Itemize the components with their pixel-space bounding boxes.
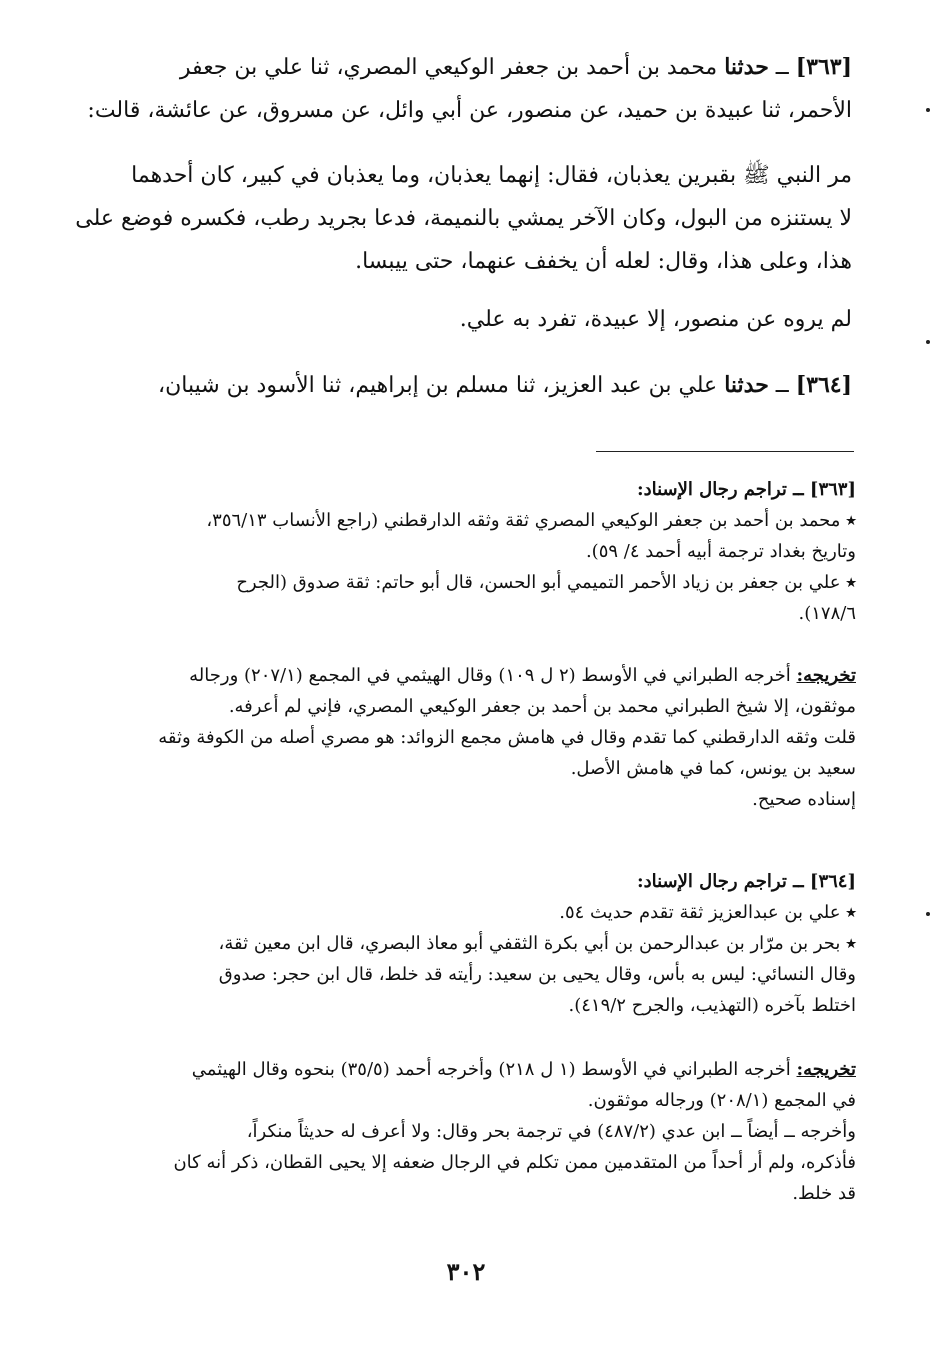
isnad-text: علي بن عبد العزيز، ثنا مسلم بن إبراهيم، ثنا الأسود بن شيبان،: [158, 373, 718, 398]
takhrij-text: أخرجه الطبراني في الأوسط (١ ل ٢١٨) وأخرجه أحمد (٣٥/٥) بنحوه وقال الهيثمي: [191, 1059, 791, 1080]
page-number: ٣٠٢: [446, 1257, 486, 1286]
notes-header: [٣٦٤] ــ تراجم رجال الإسناد:: [636, 871, 856, 892]
hadith-364: [52, 364, 852, 407]
isnad-text: محمد بن أحمد بن جعفر الوكيعي المصري، ثنا علي بن جعفر: [179, 55, 718, 80]
notes-364: [52, 866, 856, 1021]
takhrij-line: [52, 660, 856, 691]
verdict-line: إسناده صحيح.: [752, 789, 856, 810]
matn-line: هذا، وعلى هذا، وقال: لعله أن يخفف عنهما، حتى ييبسا.: [355, 249, 852, 274]
star-icon: ٭: [846, 510, 856, 531]
hadith-364-line1: [٣٦٤] ــ حدثنا علي بن عبد العزيز، ثنا مسلم بن إبراهيم، ثنا الأسود بن شيبان،: [158, 372, 852, 398]
footnote-divider: [596, 451, 854, 452]
narrator-entry: [52, 505, 856, 536]
takhrij-line: [52, 1054, 856, 1085]
hadith-363-matn: [52, 154, 852, 283]
narrator-text: بحر بن مرّار بن عبدالرحمن بن أبي بكرة الثقفي أبو معاذ البصري، قال ابن معين ثقة،: [218, 933, 841, 954]
narrator-text: علي بن جعفر بن زياد الأحمر التميمي أبو الحسن، قال أبو حاتم: ثقة صدوق (الجرح: [236, 572, 841, 593]
extra-line: فأذكره، ولم أر أحداً من المتقدمين ممن تكلم في الرجال ضعفه إلا يحيى القطان، ذكر أنه كان: [173, 1152, 856, 1173]
extra-line: وأخرجه ــ أيضاً ــ ابن عدي (٤٨٧/٢) في ترجمة بحر وقال: ولا أعرف له حديثاً منكراً،: [246, 1121, 856, 1142]
narrator-text: محمد بن أحمد بن جعفر الوكيعي المصري ثقة وثقه الدارقطني (راجع الأنساب ٣٥٦/١٣،: [206, 510, 841, 531]
narrator-entry: [52, 897, 856, 928]
takhrij-line: موثقون، إلا شيخ الطبراني محمد بن أحمد بن جعفر الوكيعي المصري، فإني لم أعرفه.: [228, 696, 856, 717]
hadith-number: [٣٦٣]: [795, 54, 852, 80]
narrator-entry-cont: ١٧٨/٦).: [798, 603, 856, 624]
matn-line: مر النبي ﷺ بقبرين يعذبان، فقال: إنهما يعذبان، وما يعذبان في كبير، كان أحدهما: [131, 163, 852, 188]
narrator-entry-cont: اختلط بآخره (التهذيب، والجرح ٤١٩/٢).: [568, 995, 856, 1016]
notes-363: [52, 474, 856, 629]
narrator-entry-cont: وتاريخ بغداد ترجمة أبيه أحمد ٤/ ٥٩).: [585, 541, 856, 562]
takhrij-line: في المجمع (٢٠٨/١) ورجاله موثقون.: [587, 1090, 856, 1111]
takhrij-label: تخريجه:: [796, 665, 856, 686]
narrator-entry: [52, 928, 856, 959]
matn-line: لا يستنزه من البول، وكان الآخر يمشي بالنميمة، فدعا بجريد رطب، فكسره فوضع على: [75, 206, 852, 231]
takhrij-label: تخريجه:: [796, 1059, 856, 1080]
scan-speck: [926, 912, 930, 916]
takhrij-364: [52, 1054, 856, 1209]
star-icon: ٭: [846, 902, 856, 923]
hadith-363-line1: [٣٦٣] ــ حدثنا محمد بن أحمد بن جعفر الوكيعي المصري، ثنا علي بن جعفر: [179, 54, 852, 80]
star-icon: ٭: [846, 933, 856, 954]
haddathana: حدثنا: [724, 372, 769, 398]
comment-line: سعيد بن يونس، كما في هامش الأصل.: [570, 758, 856, 779]
hadith-363-line2: الأحمر، ثنا عبيدة بن حميد، عن منصور، عن أبي وائل، عن مسروق، عن عائشة، قالت:: [87, 98, 852, 123]
narrator-text: علي بن عبدالعزيز ثقة تقدم حديث ٥٤.: [559, 902, 841, 923]
narrator-entry-cont: وقال النسائي: ليس به بأس، وقال يحيى بن سعيد: رأيته قد خلط، قال ابن حجر: صدوق: [218, 964, 856, 985]
narrator-entry: [52, 567, 856, 598]
scan-speck: [926, 340, 930, 344]
scan-speck: [926, 108, 930, 112]
extra-line: قد خلط.: [792, 1183, 856, 1204]
haddathana: حدثنا: [724, 54, 769, 80]
hadith-363-comment: [52, 298, 852, 341]
takhrij-text: أخرجه الطبراني في الأوسط (٢ ل ١٠٩) وقال الهيثمي في المجمع (٢٠٧/١) ورجاله: [189, 665, 791, 686]
hadith-363: [52, 46, 852, 132]
comment-line: قلت وثقه الدارقطني كما تقدم وقال في هامش مجمع الزوائد: هو مصري أصله من الكوفة وثقه: [158, 727, 856, 748]
author-comment: لم يروه عن منصور، إلا عبيدة، تفرد به علي.: [459, 307, 852, 332]
notes-header: [٣٦٣] ــ تراجم رجال الإسناد:: [636, 479, 856, 500]
hadith-number: [٣٦٤]: [795, 372, 852, 398]
takhrij-363: [52, 660, 856, 815]
star-icon: ٭: [846, 572, 856, 593]
